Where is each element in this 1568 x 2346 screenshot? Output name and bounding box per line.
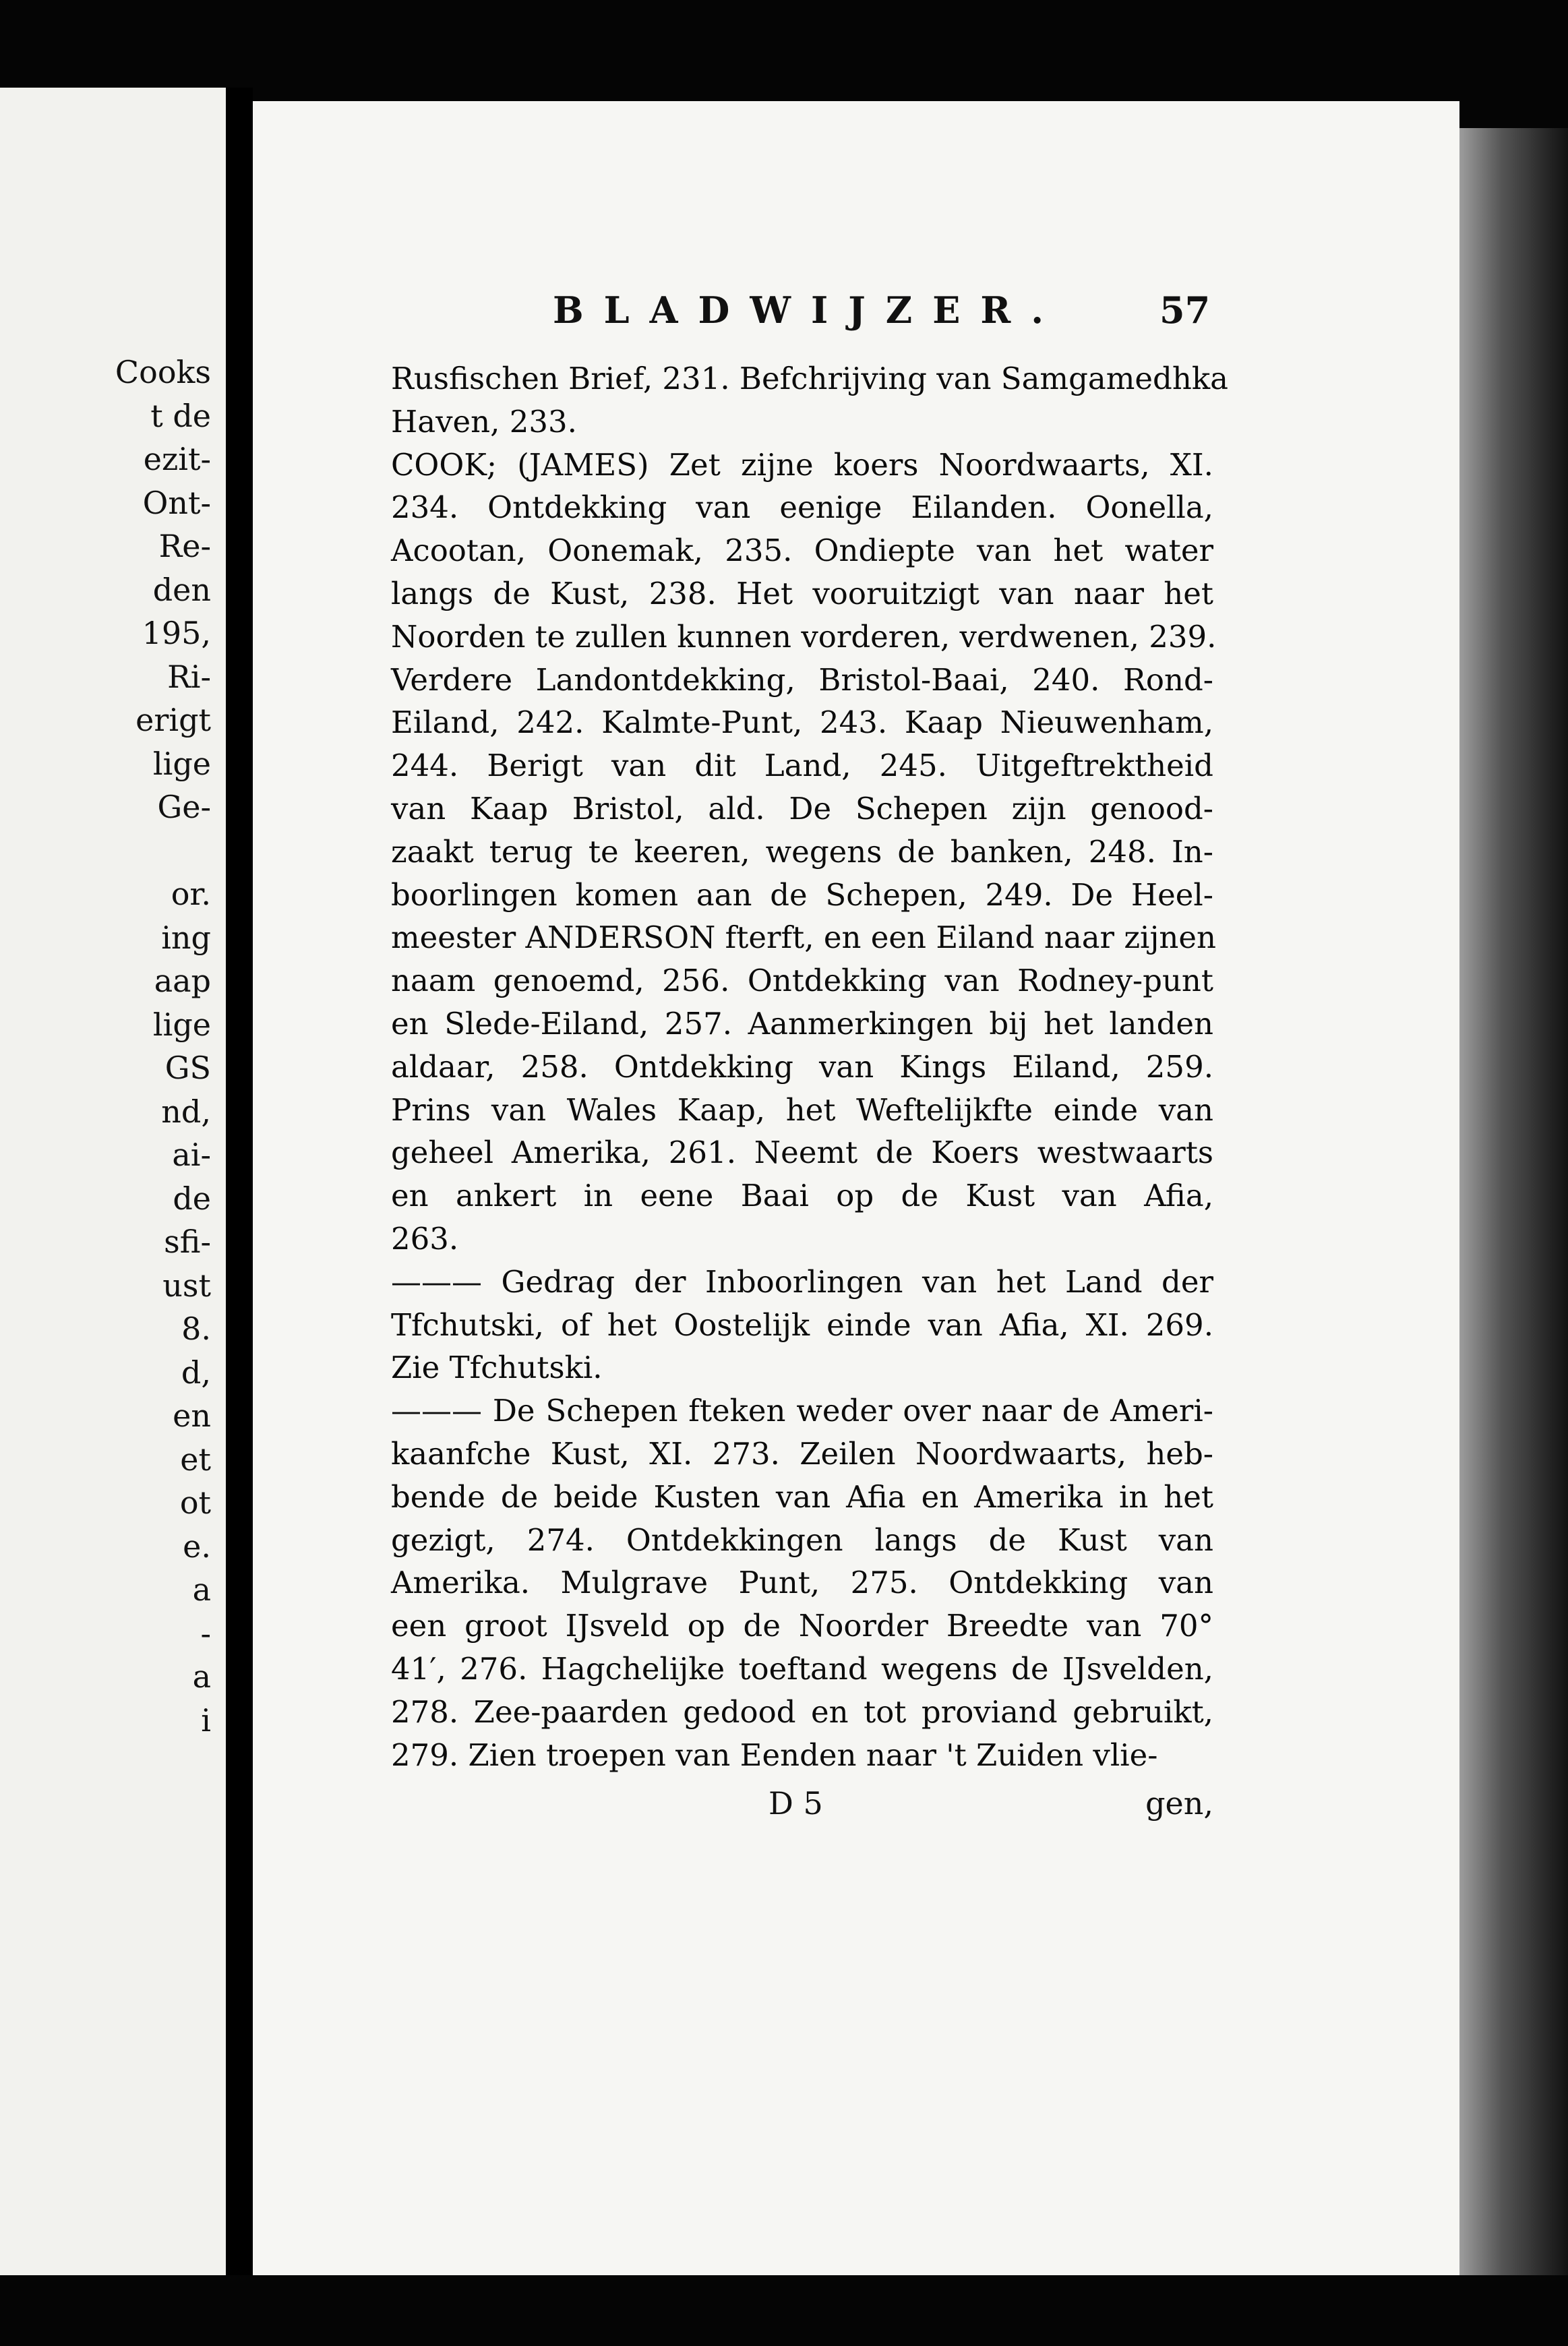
index-line: 41′, 276. Hagchelijke toeftand wegens de IJsvelden,	[391, 1650, 1213, 1687]
index-line: COOK; (JAMES) Zet zijne koers Noordwaarts, XI.	[391, 446, 1213, 483]
index-line: zaakt terug te keeren, wegens de banken, 248. In-	[391, 833, 1213, 870]
left-page-line: et	[180, 1441, 211, 1478]
index-line: een groot IJsveld op de Noorder Breedte van 70°	[391, 1608, 1213, 1644]
index-line: Tfchutski, of het Oostelijk einde van Afia, XI. 269.	[391, 1306, 1213, 1343]
catchword: gen,	[1145, 1785, 1213, 1822]
left-page-line: erigt	[135, 702, 211, 738]
left-page-line: aap	[154, 963, 211, 999]
index-line: ——— De Schepen fteken weder over naar de Ameri-	[391, 1393, 1213, 1429]
page-header	[553, 289, 1227, 336]
left-page-line: ai-	[172, 1137, 211, 1173]
left-page-line: den	[152, 571, 211, 608]
index-line: ——— Gedrag der Inboorlingen van het Land der	[391, 1263, 1213, 1300]
index-line: 279. Zien troepen van Eenden naar 't Zuiden vlie-	[391, 1737, 1158, 1773]
index-line: Prins van Wales Kaap, het Weftelijkfte einde van	[391, 1091, 1213, 1128]
index-line: gezigt, 274. Ontdekkingen langs de Kust van	[391, 1522, 1213, 1558]
left-page-line: Ont-	[142, 484, 211, 521]
index-line: meester ANDERSON fterft, en een Eiland naar zijnen	[391, 920, 1216, 956]
index-line: boorlingen komen aan de Schepen, 249. De Heel-	[391, 876, 1213, 913]
left-page-line: or.	[171, 876, 211, 912]
left-page-line: -	[200, 1615, 211, 1652]
left-page-line: Ge-	[157, 789, 211, 825]
index-line: Haven, 233.	[391, 403, 577, 440]
index-line: en Slede-Eiland, 257. Aanmerkingen bij het landen	[391, 1005, 1213, 1042]
left-page-line: ing	[161, 919, 211, 956]
left-page-line: Cooks	[115, 354, 211, 390]
index-line: kaanfche Kust, XI. 273. Zeilen Noordwaarts, heb-	[391, 1435, 1213, 1472]
left-page-line: en	[173, 1397, 211, 1434]
left-page-fragment	[0, 88, 226, 2275]
page-number: 57	[1159, 289, 1211, 332]
left-page-line: ust	[162, 1267, 211, 1304]
left-page-line: Ri-	[167, 658, 211, 695]
index-line: Amerika. Mulgrave Punt, 275. Ontdekking van	[391, 1565, 1213, 1601]
index-line: aldaar, 258. Ontdekking van Kings Eiland, 259.	[391, 1048, 1213, 1085]
index-line: Rusfischen Brief, 231. Befchrijving van Samgamedhka	[391, 361, 1228, 396]
left-page-line: e.	[183, 1528, 211, 1565]
index-line: Noorden te zullen kunnen vorderen, verdwenen, 239.	[391, 618, 1217, 655]
left-page-line: i	[201, 1702, 211, 1739]
index-line: Eiland, 242. Kalmte-Punt, 243. Kaap Nieuwenham,	[391, 704, 1213, 741]
left-page-line: lige	[152, 745, 211, 782]
running-title: BLADWIJZER.	[553, 289, 1064, 332]
index-line: Acootan, Oonemak, 235. Ondiepte van het water	[391, 533, 1213, 569]
left-page-line: 195,	[142, 615, 211, 651]
index-line: langs de Kust, 238. Het vooruitzigt van naar het	[391, 575, 1213, 611]
index-line: Verdere Landontdekking, Bristol-Baai, 240. Rond-	[391, 661, 1213, 698]
left-page-line: t de	[150, 397, 211, 434]
left-page-line: sfi-	[164, 1224, 211, 1260]
index-line: 278. Zee-paarden gedood en tot proviand gebruikt,	[391, 1693, 1213, 1730]
left-page-line: ot	[179, 1484, 211, 1521]
index-line: bende de beide Kusten van Afia en Amerika in het	[391, 1478, 1213, 1515]
index-line: Zie Tfchutski.	[391, 1350, 603, 1386]
index-line: 234. Ontdekking van eenige Eilanden. Oonella,	[391, 489, 1213, 526]
left-page-line: d,	[181, 1354, 211, 1391]
left-page-line: 8.	[181, 1311, 211, 1347]
left-page-line: GS	[164, 1050, 211, 1086]
left-page-line: a	[192, 1658, 211, 1695]
index-text	[391, 357, 1228, 1776]
left-page-line: nd,	[161, 1093, 211, 1130]
index-line: geheel Amerika, 261. Neemt de Koers westwaarts	[391, 1135, 1213, 1171]
left-page-line: lige	[152, 1006, 211, 1043]
index-line: 263.	[391, 1220, 459, 1257]
signature-mark: D 5	[768, 1785, 823, 1822]
book-gutter	[226, 88, 253, 2275]
page-footer	[391, 1785, 1213, 1832]
left-page-line: ezit-	[143, 441, 211, 477]
index-line: en ankert in eene Baai op de Kust van Afia,	[391, 1178, 1213, 1214]
left-page-line: Re-	[158, 528, 211, 564]
index-line: van Kaap Bristol, ald. De Schepen zijn genood-	[391, 790, 1213, 826]
index-line: 244. Berigt van dit Land, 245. Uitgeftrektheid	[391, 748, 1213, 784]
index-line: naam genoemd, 256. Ontdekking van Rodney-punt	[391, 963, 1213, 999]
left-page-line: de	[173, 1180, 211, 1217]
left-page-line: a	[192, 1571, 211, 1608]
